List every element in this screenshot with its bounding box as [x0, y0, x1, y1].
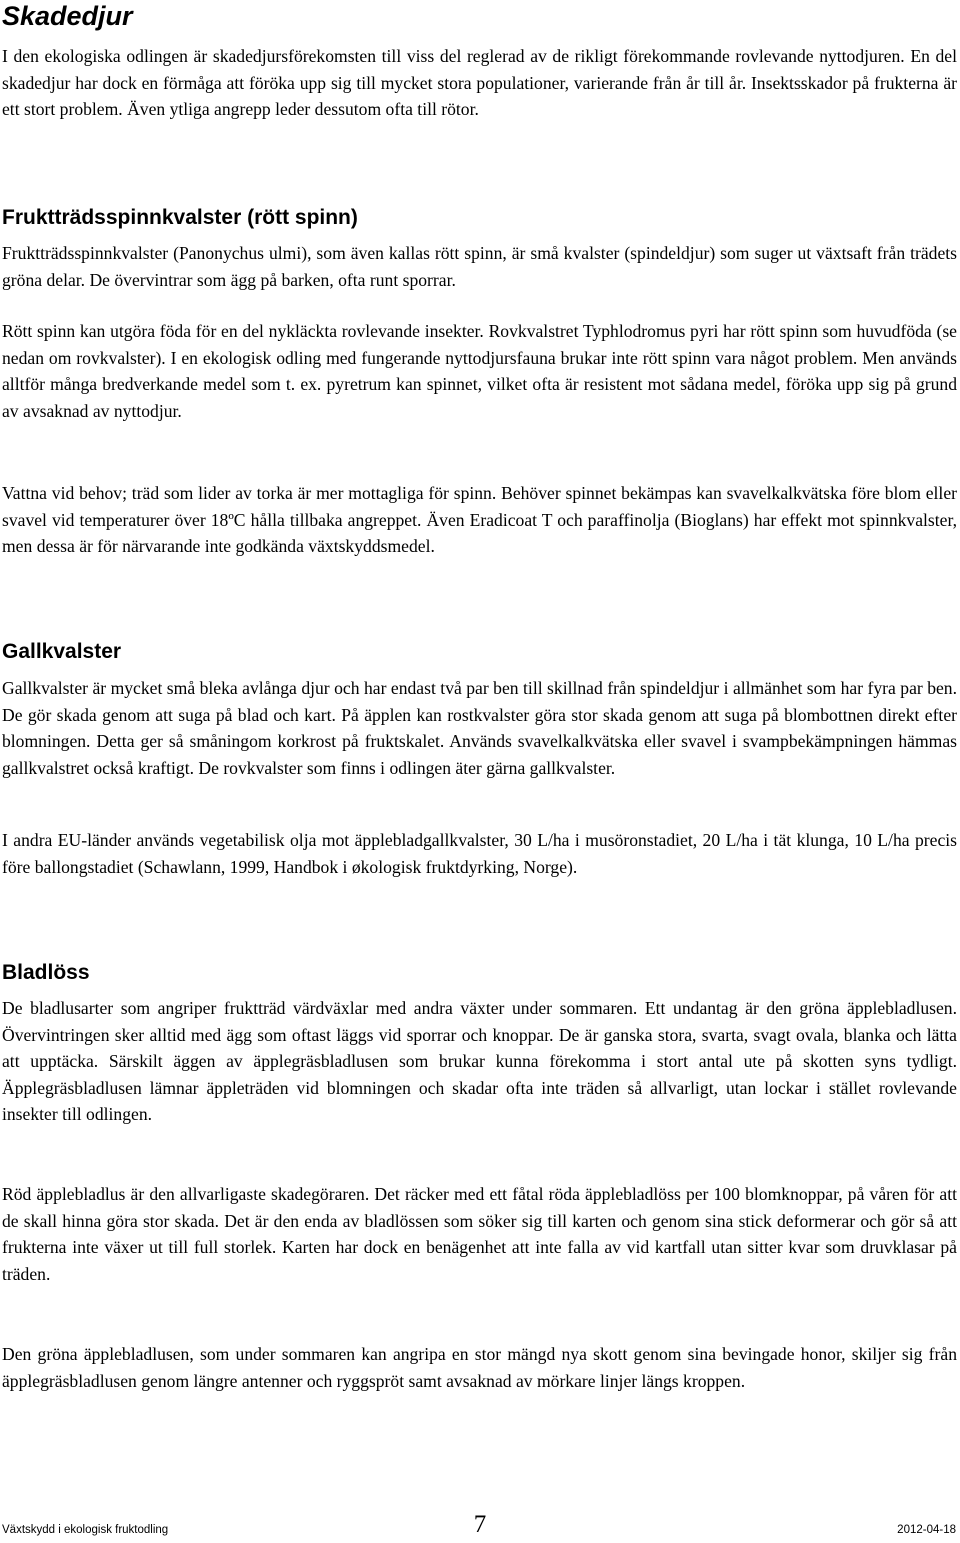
footer-document-title: Växtskydd i ekologisk fruktodling [2, 1524, 169, 1536]
spinnkvalster-paragraph-1: Fruktträdsspinnkvalster (Panonychus ulmi), som även kallas rött spinn, är små kvalster (spindeldjur) som suger ut växtsaft från trädets gröna delar. De övervintrar som ägg på barken, ofta runt sporrar. [2, 243, 957, 290]
spinnkvalster-paragraph-3: Vattna vid behov; träd som lider av torka är mer mottagliga för spinn. Behöver spinnet bekämpas kan svavelkalkvätska före blom eller svavel vid temperaturer över 18ºC hålla tillbaka angreppet. Även Eradicoat T och paraffinolja (Bioglans) har effekt mot spinnkvalster, men dessa är för närvarande inte godkända växtskyddsmedel. [2, 483, 957, 557]
section-heading-spinnkvalster: Fruktträdsspinnkvalster (rött spinn) [2, 206, 358, 229]
spinnkvalster-paragraph-2: Rött spinn kan utgöra föda för en del nykläckta rovlevande insekter. Rovkvalstret Typhlodromus pyri har rött spinn som huvudföda (se nedan om rovkvalster). I en ekologisk odling med fungerande nyttodjursfauna brukar inte rött spinn vara något problem. Men används alltför många bredverkande medel som t. ex. pyretrum kan spinnet, vilket ofta är resistent mot sådana medel, föröka upp sig på grund av avsaknad av nyttodjur. [2, 321, 957, 421]
section-heading-gallkvalster: Gallkvalster [2, 640, 122, 663]
bladloss-paragraph-3: Den gröna äpplebladlusen, som under sommaren kan angripa en stor mängd nya skott genom sina bevingade honor, skiljer sig från äpplegräsbladlusen genom längre antenner och ryggspröt samt avsaknad av mörkare linjer längs kroppen. [2, 1344, 957, 1391]
bladloss-paragraph-2: Röd äpplebladlus är den allvarligaste skadegöraren. Det räcker med ett fåtal röda äpplebladlöss per 100 blomknoppar, på våren för att de skall hinna göra stor skada. Det är den enda av bladlössen som söker sig till karten och genom sina stick deformerar och gör så att frukterna inte växer ut till full storlek. Karten har dock en benägenhet att inte falla av vid kartfall utan sitter kvar som druvklasar på träden. [2, 1184, 957, 1284]
page-title: Skadedjur [2, 1, 133, 31]
footer-date: 2012-04-18 [897, 1524, 956, 1536]
gallkvalster-paragraph-2: I andra EU-länder används vegetabilisk olja mot äpplebladgallkvalster, 30 L/ha i musöronstadiet, 20 L/ha i tät klunga, 10 L/ha precis före ballongstadiet (Schawlann, 1999, Handbok i økologisk fruktdyrking, Norge). [2, 830, 957, 877]
intro-paragraph: I den ekologiska odlingen är skadedjursförekomsten till viss del reglerad av de rikligt förekommande rovlevande nyttodjuren. En del skadedjur har dock en förmåga att föröka upp sig till mycket stora populationer, varierande från år till år. Insektsskador på frukterna är ett stort problem. Även ytliga angrepp leder dessutom ofta till rötor. [2, 46, 957, 120]
footer-page-number: 7 [473, 1511, 487, 1538]
bladloss-paragraph-1: De bladlusarter som angriper fruktträd värdväxlar med andra växter under sommaren. Ett undantag är den gröna äpplebladlusen. Övervintringen sker alltid med ägg som oftast läggs vid sporrar och knoppar. De är ganska stora, svarta, svagt ovala, blanka och lätta att upptäcka. Särskilt äggen av äpplegräsbladlusen som brukar kunna förekomma i stort antal ute på skotten syns tydligt. Äpplegräsbladlusen lämnar äppleträden vid blomningen och skadar ofta inte träden så allvarligt, utan lockar i stället rovlevande insekter till odlingen. [2, 998, 957, 1125]
section-heading-bladloss: Bladlöss [2, 961, 90, 984]
gallkvalster-paragraph-1: Gallkvalster är mycket små bleka avlånga djur och har endast två par ben till skillnad från spindeldjur i allmänhet som har fyra par ben. De gör skada genom att suga på blad och kart. På äpplen kan rostkvalster göra stor skada genom att suga på blombottnen direkt efter blomningen. Detta ger så småningom korkrost på fruktskalet. Används svavelkalkvätska eller svavel i svampbekämpningen hämmas gallkvalstret också kraftigt. De rovkvalster som finns i odlingen äter gärna gallkvalster. [2, 678, 957, 778]
